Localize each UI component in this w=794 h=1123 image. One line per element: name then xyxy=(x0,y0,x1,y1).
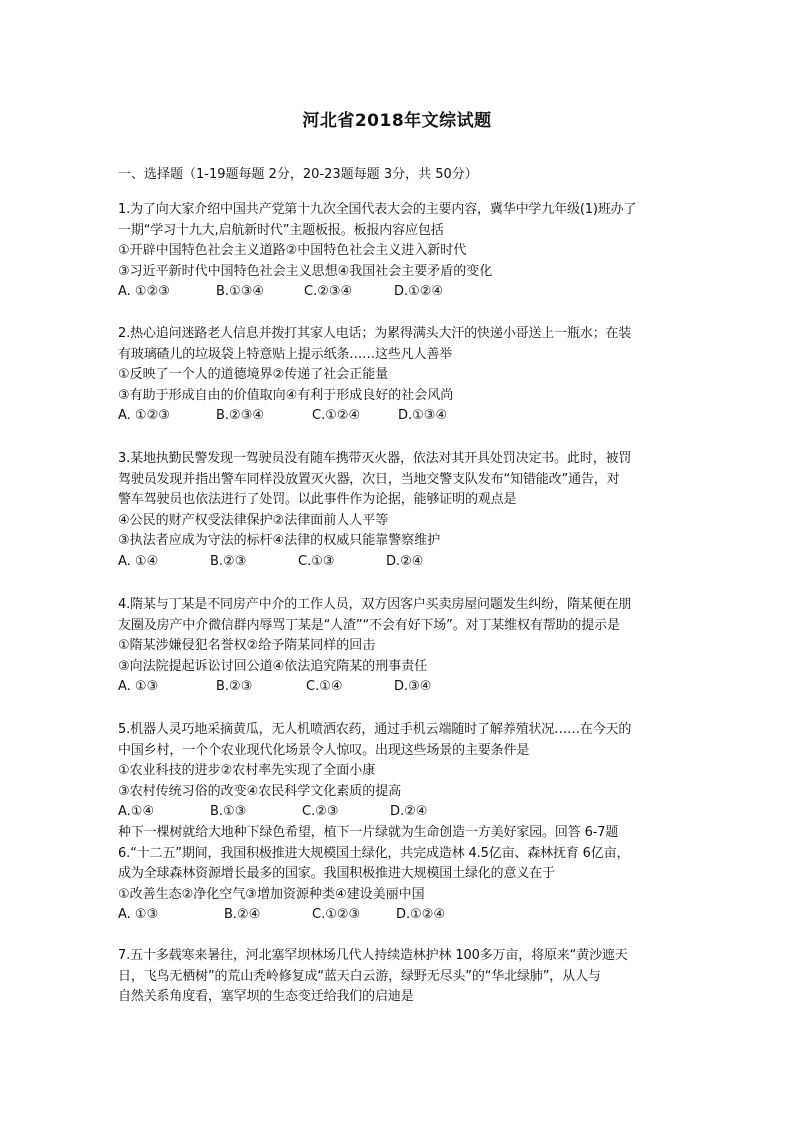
answer-options xyxy=(118,677,678,698)
option-d: D.①②④ xyxy=(394,284,444,299)
option-d: D.②④ xyxy=(386,553,424,569)
option-b: B.②④ xyxy=(224,907,261,922)
question-stem-line: 4.隋某与丁某是不同房产中介的工作人员，双方因客户买卖房屋问题发生纠纷，隋某便在朋 xyxy=(118,597,632,612)
option-c: C.②③④ xyxy=(304,284,353,299)
question-stem-line: 3.某地执勤民警发现一驾驶员没有随车携带灭火器，依法对其开具处罚决定书。此时，被罚 xyxy=(118,451,632,466)
answer-options xyxy=(118,905,678,926)
question-stem-line: 友圈及房产中介微信群内辱骂丁某是“人渣”“不会有好下场”。对丁某维权有帮助的提示是 xyxy=(118,617,620,633)
question-stem-line: 自然关系角度看，塞罕坝的生态变迁给我们的启迪是 xyxy=(118,989,414,1004)
statement-line: ③向法院提起诉讼讨回公道④依法追究隋某的刑事责任 xyxy=(118,658,428,674)
question-stem-line: 一期“学习十九大,启航新时代”主题板报。板报内容应包括 xyxy=(118,222,444,238)
option-c: C.①②③ xyxy=(312,907,361,922)
option-a: A. ①②③ xyxy=(118,408,170,423)
question-7 xyxy=(118,946,678,1008)
question-4 xyxy=(118,595,678,698)
option-c: C.①②④ xyxy=(312,408,361,423)
option-a: A. ①④ xyxy=(118,553,159,569)
option-b: B.①③④ xyxy=(216,284,265,299)
statement-line: ③农村传统习俗的改变④农民科学文化素质的提高 xyxy=(118,783,402,799)
option-a: A. ①②③ xyxy=(118,284,170,299)
option-d: D.③④ xyxy=(394,679,432,694)
statement-line: ④公民的财产权受法律保护②法律面前人人平等 xyxy=(118,512,389,528)
statement-line: ③习近平新时代中国特色社会主义思想④我国社会主要矛盾的变化 xyxy=(118,263,493,279)
option-d: D.②④ xyxy=(390,804,428,819)
question-stem-line: 日，飞鸟无栖树”的荒山秃岭修复成“蓝天白云游，绿野无尽头”的“华北绿肺”，从人与 xyxy=(118,968,601,984)
section-heading: 一、选择题（1-19题每题 2分，20-23题每题 3分，共 50分） xyxy=(118,167,478,182)
answer-options xyxy=(118,406,678,427)
question-3 xyxy=(118,449,678,572)
question-2 xyxy=(118,324,678,427)
question-stem-line: 驾驶员发现并指出警车同样没放置灭火器，次日，当地交警支队发布“知错能改”通告，对 xyxy=(118,471,620,487)
question-stem-line: 6.“十二五”期间，我国积极推进大规模国土绿化，共完成造林 4.5亿亩、森林抚育 6亿亩， xyxy=(118,845,630,861)
option-d: D.①②④ xyxy=(396,907,446,922)
question-stem-line: 警车驾驶员也依法进行了处罚。以此事件作为论据，能够证明的观点是 xyxy=(118,492,517,507)
option-a: A. ①③ xyxy=(118,907,159,922)
option-a: A.①④ xyxy=(118,804,155,819)
option-b: B.②③④ xyxy=(216,408,265,423)
option-b: B.①③ xyxy=(210,804,247,819)
question-6 xyxy=(118,823,678,926)
question-intro-line: 种下一棵树就给大地种下绿色希望，植下一片绿就为生命创造一方美好家园。回答 6-7题 xyxy=(118,825,619,840)
question-stem-line: 7.五十多载寒来暑往，河北塞罕坝林场几代人持续造林护林 100多万亩，将原来“黄沙遮天 xyxy=(118,948,628,963)
option-c: C.①③ xyxy=(298,553,335,569)
question-stem-line: 1.为了向大家介绍中国共产党第十九次全国代表大会的主要内容，冀华中学九年级(1)班办了 xyxy=(118,202,637,217)
option-c: C.②③ xyxy=(302,804,339,819)
question-5 xyxy=(118,720,678,823)
question-stem-line: 5.机器人灵巧地采摘黄瓜，无人机喷洒农药，通过手机云端随时了解养殖状况……在今天的 xyxy=(118,722,632,737)
option-b: B.②③ xyxy=(216,679,253,694)
option-b: B.②③ xyxy=(210,553,247,569)
statement-line: ③有助于形成自由的价值取向④有利于形成良好的社会风尚 xyxy=(118,387,454,403)
option-c: C.①④ xyxy=(306,679,343,694)
statement-line: ①隋某涉嫌侵犯名誉权②给予隋某同样的回击 xyxy=(118,638,376,653)
statement-line: ①反映了一个人的道德境界②传递了社会正能量 xyxy=(118,367,389,382)
answer-options xyxy=(118,282,678,303)
question-stem-line: 2.热心追问迷路老人信息并拨打其家人电话；为累得满头大汗的快递小哥送上一瓶水；在装 xyxy=(118,326,632,341)
page-title: 河北省2018年文综试题 xyxy=(302,111,492,131)
statement-line: ①农业科技的进步②农村率先实现了全面小康 xyxy=(118,763,376,778)
question-stem-line: 中国乡村，一个个农业现代化场景令人惊叹。出现这些场景的主要条件是 xyxy=(118,742,530,758)
statement-line: ①改善生态②净化空气③增加资源种类④建设美丽中国 xyxy=(118,886,425,902)
question-stem-line: 成为全球森林资源增长最多的国家。我国积极推进大规模国土绿化的意义在于 xyxy=(118,866,555,881)
answer-options xyxy=(118,802,678,823)
statement-line: ①开辟中国特色社会主义道路②中国特色社会主义进入新时代 xyxy=(118,243,467,258)
option-a: A. ①③ xyxy=(118,679,159,694)
answer-options xyxy=(118,552,678,573)
question-1 xyxy=(118,200,678,303)
question-stem-line: 有玻璃碴儿的垃圾袋上特意贴上提示纸条……这些凡人善举 xyxy=(118,346,453,362)
statement-line: ③执法者应成为守法的标杆④法律的权威只能靠警察维护 xyxy=(118,533,441,548)
option-d: D.①③④ xyxy=(398,408,448,423)
